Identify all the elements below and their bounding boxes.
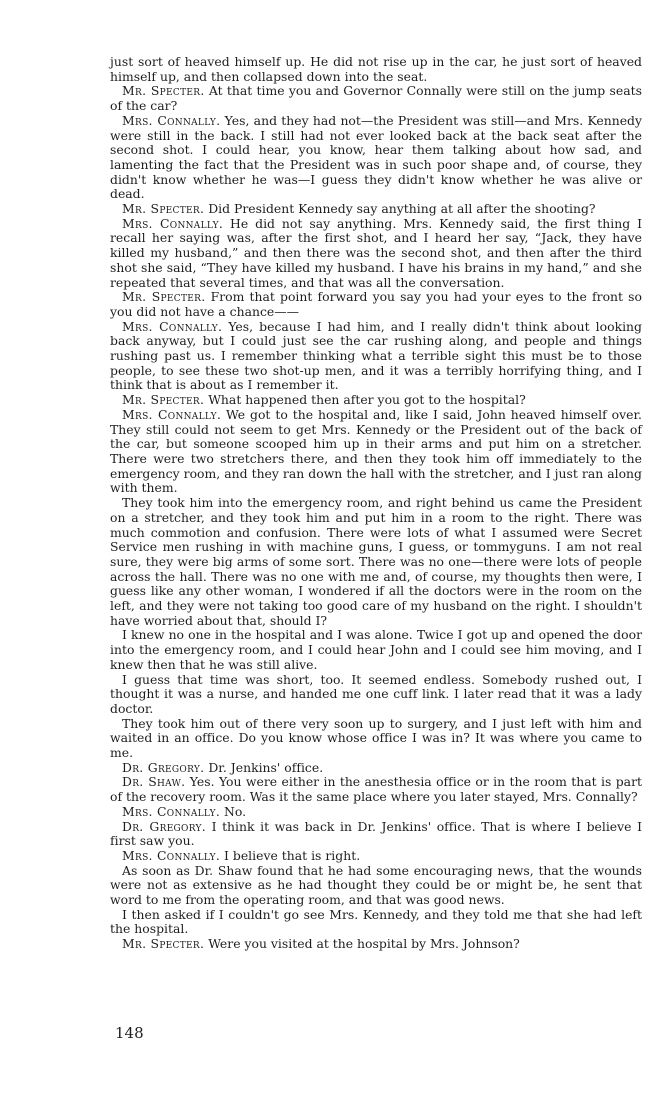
paragraph [110, 290, 642, 319]
paragraph-text: They took him out of there very soon up to surgery, and I just left with him and waited in an office. Do you know whose office I was in? It was where you came to me. [110, 715, 642, 761]
paragraph [110, 717, 642, 761]
paragraph-text: Dr. Jenkins' office. [208, 759, 324, 775]
paragraph-text: Were you visited at the hospital by Mrs. Johnson? [208, 936, 520, 952]
paragraph-text: As soon as Dr. Shaw found that he had some encouraging news, that the wounds were not as extensive as he had thought they could be or might be, he sent that word to me from the operating room, and that was good news. [110, 862, 642, 908]
paragraph-text: He did not say anything. Mrs. Kennedy said, the first thing I recall her saying was, after the first shot, and I heard her say, “Jack, they have killed my husband,” and then there was the second shot, and then after the third shot she said, “They have killed my husband. I have his brains in my hand,” and she repeated that several times, and that was all the conversation. [110, 215, 642, 290]
paragraph [110, 202, 642, 217]
paragraph [110, 937, 642, 952]
paragraph [110, 673, 642, 717]
paragraph [110, 393, 642, 408]
paragraph-text: Did President Kennedy say anything at all after the shooting? [208, 201, 596, 217]
paragraph [110, 55, 642, 84]
paragraph [110, 849, 642, 864]
paragraph [110, 775, 642, 804]
paragraph-text: From that point forward you say you had your eyes to the front so you did not have a chance—— [110, 289, 643, 319]
speaker-label: Dr. Shaw. [122, 774, 186, 790]
paragraph-text: I guess that time was short, too. It seemed endless. Somebody rushed out, I thought it was a nurse, and handed me one cuff link. I later read that it was a lady doctor. [110, 671, 642, 716]
speaker-label: Mrs. Connally. [122, 112, 221, 128]
speaker-label: Dr. Gregory. [122, 818, 207, 834]
paragraph-text: Yes, because I had him, and I really didn't think about looking back anyway, but I could just see the car rushing along, and people and things rushing past us. I remember thinking what a terrible sight this must be to those people, to see these two shot-up men, and it was a terribly horrifying thing, and I think that is about as I remember it. [110, 318, 642, 393]
speaker-label: Mrs. Connally. [122, 406, 222, 422]
paragraph-text: No. [224, 803, 247, 819]
speaker-label: Mrs. Connally. [122, 318, 223, 334]
speaker-label: Mr. Specter. [122, 289, 206, 305]
paragraph [110, 217, 642, 291]
paragraph-text: They took him into the emergency room, and right behind us came the President on a stretcher, and they took him and put him in a room to the right. There was much commotion and confusion. There were lots of what I assumed were Secret Service men rushing in with machine guns, I guess, or tommyguns. I am not real sure, they were big arms of some sort. There was no one—there were lots of people across the hall. There was no one with me and, of course, my thoughts then were, I guess like any other woman, I wondered if all the doctors were in the room on the left, and they were not taking too good care of my husband on the right. I shouldn't have worried about that, should I? [110, 495, 642, 628]
paragraph [110, 408, 642, 496]
paragraph-text: At that time you and Governor Connally were still on the jump seats of the car? [110, 83, 642, 114]
page-number: 148 [115, 1024, 144, 1042]
speaker-label: Mr. Specter. [122, 83, 205, 99]
paragraph-text: I think it was back in Dr. Jenkins' office. That is where I believe I first saw you. [110, 818, 642, 849]
paragraph-text: We got to the hospital and, like I said, John heaved himself over. They still could not seem to get Mrs. Kennedy or the President out of the back of the car, but someone scooped him up in their arms and put him on a stretcher. There were two stretchers there, and then they took him off immediately to the emergency room, and they ran down the hall with the stretcher, and I just ran along with them. [110, 406, 642, 496]
speaker-label: Dr. Gregory. [122, 759, 205, 775]
paragraph-text: Yes. You were either in the anesthesia office or in the room that is part of the recovery room. Was it the same place where you later stayed, Mrs. Connally? [110, 774, 642, 805]
paragraph [110, 864, 642, 908]
speaker-label: Mrs. Connally. [122, 803, 221, 819]
paragraph-text: I knew no one in the hospital and I was alone. Twice I got up and opened the door into the emergency room, and I could hear John and I could see him moving, and I knew then that he was still alive. [110, 627, 642, 672]
paragraph-text: just sort of heaved himself up. He did not rise up in the car, he just sort of heaved himself up, and then collapsed down into the seat. [110, 54, 642, 84]
speaker-label: Mrs. Connally. [122, 215, 224, 231]
speaker-label: Mr. Specter. [122, 392, 205, 408]
paragraph-text: Yes, and they had not—the President was still—and Mrs. Kennedy were still in the back. I still had not ever looked back at the back seat after the second shot. I could hear, you know, hear them talking about how sad, and lamenting the fact that the President was in such poor shape and, of course, they didn't know whether he was—I guess they didn't know whether he was alive or dead. [110, 112, 643, 202]
paragraph-text: I then asked if I couldn't go see Mrs. Kennedy, and they told me that she had left the hospital. [110, 906, 642, 937]
paragraph [110, 84, 642, 113]
paragraph [110, 761, 642, 776]
speaker-label: Mrs. Connally. [122, 847, 221, 863]
paragraph [110, 805, 642, 820]
paragraph [110, 114, 642, 202]
paragraph [110, 320, 642, 394]
paragraph-text: What happened then after you got to the hospital? [208, 392, 526, 408]
speaker-label: Mr. Specter. [122, 936, 205, 952]
speaker-label: Mr. Specter. [122, 201, 205, 217]
paragraph [110, 820, 642, 849]
paragraph [110, 628, 642, 672]
paragraph [110, 496, 642, 628]
paragraph-text: I believe that is right. [224, 847, 361, 863]
testimony-text [110, 55, 642, 952]
paragraph [110, 908, 642, 937]
